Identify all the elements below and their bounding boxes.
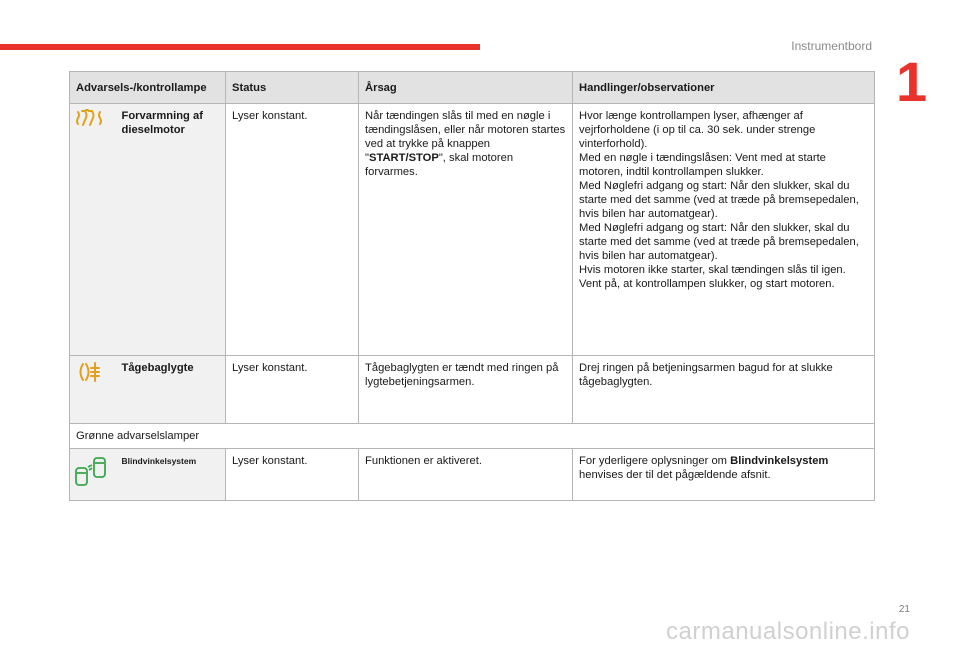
icon-cell	[70, 104, 116, 356]
cause-cell	[359, 104, 573, 356]
icon-cell	[70, 356, 116, 424]
action-line: Hvis motoren ikke starter, skal tændingen slås til igen. Vent på, at kontrollampen slukker, og start motoren.	[579, 264, 846, 290]
action-line: Med en nøgle i tændingslåsen: Vent med at starte motoren, indtil kontrollampen slukker.	[579, 152, 826, 178]
watermark: carmanualsonline.info	[666, 618, 910, 645]
button-name: START/STOP	[369, 152, 439, 164]
column-header: Status	[226, 72, 359, 104]
action-line: Hvor længe kontrollampen lyser, afhænger af vejrforholdene (i op til ca. 30 sek. under strenge vinterforhold).	[579, 110, 816, 150]
actions-cell: Drej ringen på betjeningsarmen bagud for at slukke tågebaglygten.	[573, 356, 875, 424]
section-label: Grønne advarselslamper	[70, 424, 875, 449]
cause-text: Når tændingen slås til med en nøgle i tændingslåsen, eller når motoren startes ved at trykke på knappen "	[365, 110, 566, 164]
cause-cell: Tågebaglygten er tændt med ringen på lygtebetjeningsarmen.	[359, 356, 573, 424]
cause-text: ", skal motoren forvarmes.	[365, 152, 514, 178]
cause-cell: Funktionen er aktiveret.	[359, 449, 573, 501]
lamp-name	[116, 449, 226, 501]
lamp-name-text: Blindvinkelsystem	[121, 456, 197, 466]
table-header-row	[70, 72, 875, 104]
table-row	[70, 449, 875, 501]
action-line: Med Nøglefri adgang og start: Når den slukker, skal du starte med det samme (ved at træde på bremsepedalen, hvis bilen har automatgear).	[579, 180, 859, 220]
page-number: 21	[898, 604, 910, 615]
action-line: Med Nøglefri adgang og start: Når den slukker, skal du starte med det samme (ved at træde på bremsepedalen, hvis bilen har automatgear).	[579, 222, 859, 262]
section-title: Instrumentbord	[791, 39, 872, 53]
actions-cell	[573, 104, 875, 356]
icon-cell	[70, 449, 116, 501]
column-header: Handlinger/observationer	[573, 72, 875, 104]
chapter-number: 1	[896, 50, 928, 113]
status-cell: Lyser konstant.	[226, 449, 359, 501]
feature-name: Blindvinkelsystem	[730, 455, 829, 467]
rear-fog-light-icon	[76, 374, 102, 386]
actions-cell	[573, 449, 875, 501]
column-header: Årsag	[359, 72, 573, 104]
lamp-name: Forvarmning af dieselmotor	[116, 104, 226, 356]
header-accent-bar	[0, 44, 480, 50]
glow-plug-icon	[76, 118, 102, 130]
status-cell: Lyser konstant.	[226, 104, 359, 356]
action-text: For yderligere oplysninger om	[579, 455, 731, 467]
action-text: henvises der til det pågældende afsnit.	[579, 469, 771, 481]
table-row	[70, 356, 875, 424]
lamp-name: Tågebaglygte	[116, 356, 226, 424]
blind-spot-icon	[72, 478, 108, 490]
warning-lamps-table	[69, 71, 875, 501]
section-row	[70, 424, 875, 449]
table-row	[70, 104, 875, 356]
column-header: Advarsels-/kontrollampe	[70, 72, 226, 104]
status-cell: Lyser konstant.	[226, 356, 359, 424]
